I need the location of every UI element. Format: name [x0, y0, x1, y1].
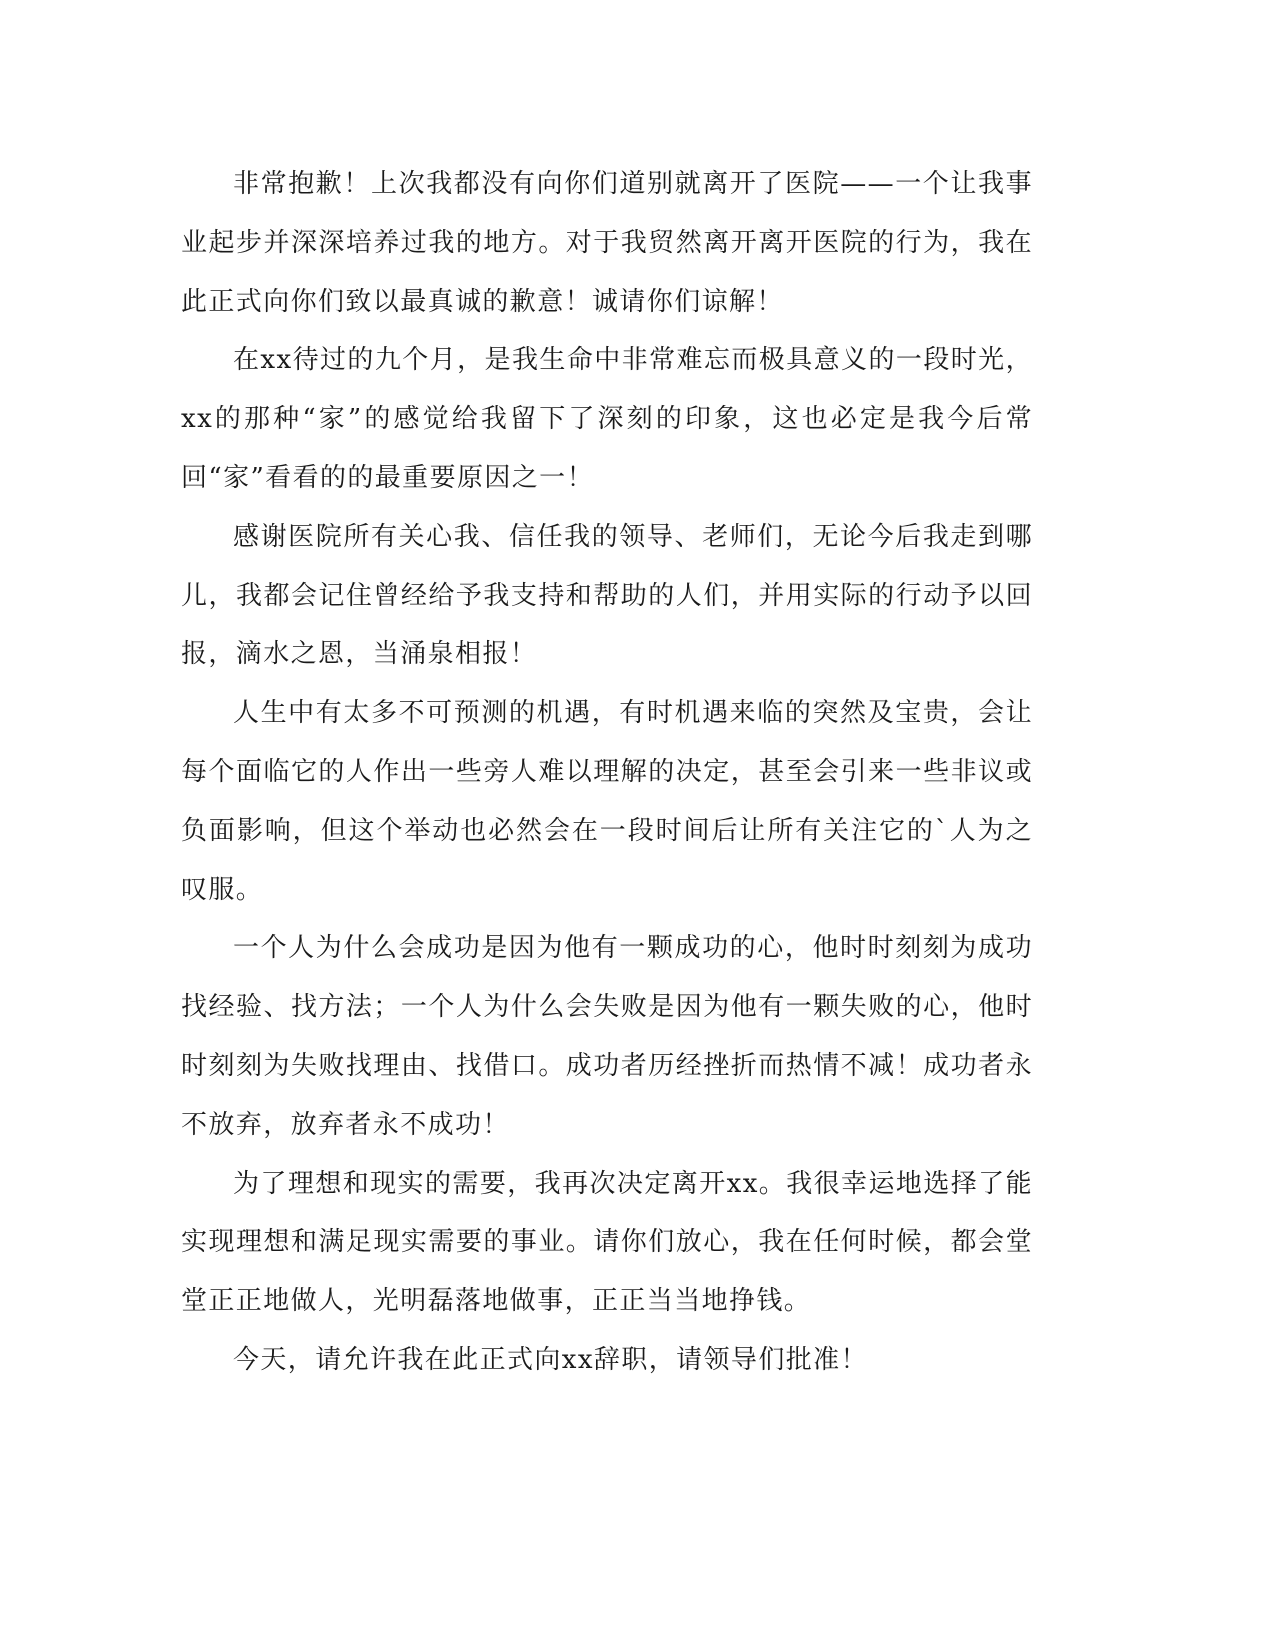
paragraph-opportunity: 人生中有太多不可预测的机遇，有时机遇来临的突然及宝贵，会让每个面临它的人作出一些旁人难以理解的决定，甚至会引来一些非议或负面影响，但这个举动也必然会在一段时间后让所有关注它的`人为之叹服。: [181, 698, 1033, 905]
paragraph-apology: 非常抱歉！上次我都没有向你们道别就离开了医院——一个让我事业起步并深深培养过我的地方。对于我贸然离开离开医院的行为，我在此正式向你们致以最真诚的歉意！诚请你们谅解！: [181, 169, 1033, 317]
paragraph-resignation: 今天，请允许我在此正式向xx辞职，请领导们批准！: [233, 1344, 868, 1375]
letter-body: [181, 155, 1033, 1390]
paragraph-decision: 为了理想和现实的需要，我再次决定离开xx。我很幸运地选择了能实现理想和满足现实需要的事业。请你们放心，我在任何时候，都会堂堂正正地做人，光明磊落地做事，正正当当地挣钱。: [181, 1168, 1033, 1317]
paragraph-success: 一个人为什么会成功是因为他有一颗成功的心，他时时刻刻为成功找经验、找方法；一个人为什么会失败是因为他有一颗失败的心，他时时刻刻为失败找理由、找借口。成功者历经挫折而热情不减！成功者永不放弃，放弃者永不成功！: [181, 933, 1033, 1140]
paragraph-gratitude: 感谢医院所有关心我、信任我的领导、老师们，无论今后我走到哪儿，我都会记住曾经给予我支持和帮助的人们，并用实际的行动予以回报，滴水之恩，当涌泉相报！: [181, 521, 1033, 670]
paragraph-nine-months: 在xx待过的九个月，是我生命中非常难忘而极具意义的一段时光，xx的那种“家”的感觉给我留下了深刻的印象，这也必定是我今后常回“家”看看的的最重要原因之一！: [181, 345, 1033, 493]
